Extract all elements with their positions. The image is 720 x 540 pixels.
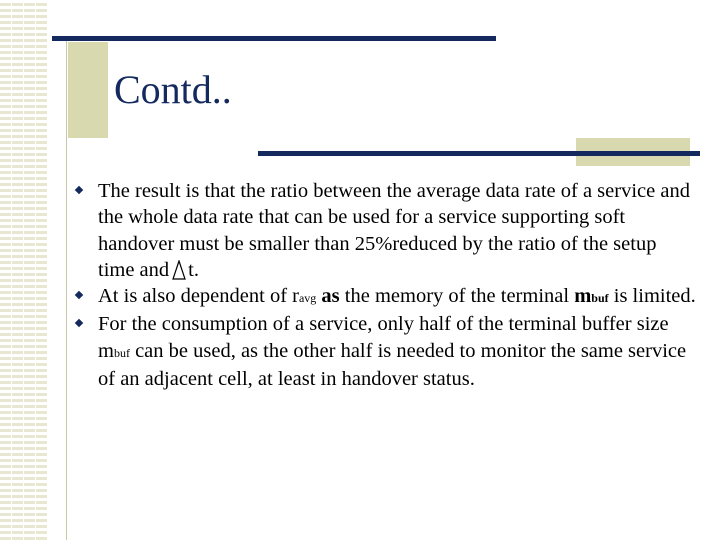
triangle-delta-icon xyxy=(172,260,186,280)
bullet-text: At is also dependent of xyxy=(98,285,293,308)
striped-left-border xyxy=(0,0,48,540)
body-top-rule xyxy=(258,151,700,156)
bullet-text: The result is that the ratio between the average data rate of a service and the whole data rate that can be used for a service supporting soft handover must be smaller than 25%reduced by the ratio of the setup time and xyxy=(98,180,690,281)
title-accent-block xyxy=(68,42,108,138)
bullet-text: For the consumption of a service, only half of the terminal buffer size xyxy=(98,313,669,336)
variable-r: r xyxy=(292,285,299,308)
diamond-bullet-icon xyxy=(75,291,83,299)
bullet-item xyxy=(76,283,696,311)
vertical-guide-line xyxy=(66,40,67,540)
slide-title: Contd.. xyxy=(114,67,232,112)
variable-m: m xyxy=(98,339,114,362)
bullet-text: can be used, as the other half is needed to monitor the same service of an adjacent cell, at least in handover status. xyxy=(98,339,687,391)
subscript-buf: buf xyxy=(591,291,609,306)
variable-m: m xyxy=(574,285,592,308)
diamond-bullet-icon xyxy=(75,186,83,194)
bullet-list xyxy=(76,178,696,392)
subscript-buf: buf xyxy=(113,345,130,360)
title-top-rule xyxy=(52,36,496,41)
bullet-item xyxy=(76,311,696,392)
subscript-avg: avg xyxy=(298,291,317,306)
diamond-bullet-icon xyxy=(75,319,83,327)
bullet-text: t. xyxy=(188,258,199,281)
bullet-item xyxy=(76,178,696,283)
bullet-text: is limited. xyxy=(608,285,696,308)
bold-as: as xyxy=(316,285,340,308)
bullet-text: the memory of the terminal xyxy=(339,285,575,308)
